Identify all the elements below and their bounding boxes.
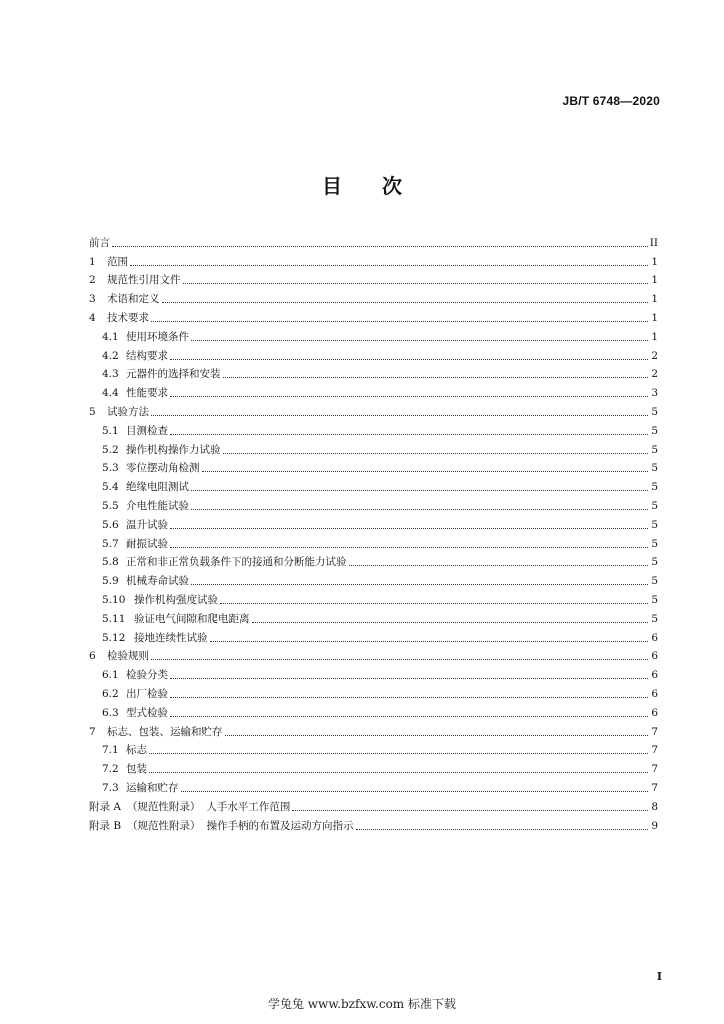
- table-of-contents: [89, 231, 658, 833]
- toc-page-number: 1: [651, 311, 658, 324]
- dot-leader: [170, 696, 648, 698]
- toc-entry-5-11[interactable]: [89, 607, 658, 626]
- dot-leader: [170, 395, 648, 397]
- dot-leader: [151, 414, 648, 416]
- toc-number: 7.1: [102, 744, 119, 757]
- toc-label: 性能要求: [126, 387, 168, 400]
- dot-leader: [170, 546, 648, 548]
- toc-entry-5-12[interactable]: [89, 626, 658, 645]
- toc-entry-4-4[interactable]: [89, 381, 658, 400]
- toc-label: 范围: [107, 255, 128, 268]
- toc-entry-2[interactable]: [89, 269, 658, 288]
- toc-page-number: 2: [651, 349, 658, 362]
- toc-label: 耐振试验: [126, 537, 168, 550]
- toc-label: 操作机构操作力试验: [126, 443, 221, 456]
- toc-label: 术语和定义: [107, 293, 160, 306]
- toc-page-number: 5: [651, 537, 658, 550]
- dot-leader: [170, 358, 648, 360]
- toc-label: 技术要求: [107, 311, 149, 324]
- toc-number: 6.3: [102, 706, 119, 719]
- dot-leader: [191, 489, 648, 491]
- toc-number: 5: [89, 405, 96, 418]
- toc-number: 4.2: [102, 349, 119, 362]
- dot-leader: [191, 508, 648, 510]
- toc-entry-7[interactable]: [89, 720, 658, 739]
- dot-leader: [210, 640, 649, 642]
- toc-label: 机械寿命试验: [126, 575, 189, 588]
- toc-entry-5-5[interactable]: [89, 494, 658, 513]
- dot-leader: [151, 658, 648, 660]
- toc-entry-6-1[interactable]: [89, 663, 658, 682]
- dot-leader: [170, 715, 648, 717]
- toc-page-number: 5: [651, 612, 658, 625]
- toc-label: 包装: [126, 763, 147, 776]
- toc-label: 结构要求: [126, 349, 168, 362]
- toc-number: 7.2: [102, 763, 119, 776]
- toc-page-number: 2: [651, 368, 658, 381]
- toc-page-number: 1: [651, 330, 658, 343]
- toc-entry-5-10[interactable]: [89, 588, 658, 607]
- toc-number: 2: [89, 274, 96, 287]
- toc-entry-4-2[interactable]: [89, 344, 658, 363]
- toc-label: 检验分类: [126, 669, 168, 682]
- dot-leader: [356, 828, 648, 830]
- toc-label: 人手水平工作范围: [206, 800, 291, 813]
- toc-number: 5.12: [102, 631, 126, 644]
- toc-entry-7-3[interactable]: [89, 776, 658, 795]
- dot-leader: [183, 282, 649, 284]
- dot-leader: [202, 470, 649, 472]
- dot-leader: [220, 602, 648, 604]
- toc-page-number: 5: [651, 462, 658, 475]
- toc-page-number: 1: [651, 255, 658, 268]
- toc-page-number: 5: [651, 424, 658, 437]
- toc-number: 4.1: [102, 330, 119, 343]
- dot-leader: [252, 621, 649, 623]
- toc-label: 型式检验: [126, 706, 168, 719]
- dot-leader: [149, 752, 648, 754]
- toc-page-number: 6: [651, 631, 658, 644]
- dot-leader: [151, 320, 648, 322]
- toc-number: 5.5: [102, 499, 119, 512]
- dot-leader: [170, 677, 648, 679]
- dot-leader: [349, 564, 649, 566]
- toc-entry-5-2[interactable]: [89, 438, 658, 457]
- toc-label: 元器件的选择和安装: [126, 368, 221, 381]
- toc-entry-5-1[interactable]: [89, 419, 658, 438]
- toc-number: 6.1: [102, 669, 119, 682]
- dot-leader: [170, 527, 648, 529]
- toc-number: 5.9: [102, 575, 119, 588]
- toc-number: 5.1: [102, 424, 119, 437]
- toc-number: 5.6: [102, 518, 119, 531]
- toc-label: 出厂检验: [126, 687, 168, 700]
- toc-label: 零位摆动角检测: [126, 462, 200, 475]
- toc-page-number: 5: [651, 575, 658, 588]
- toc-label: 试验方法: [107, 405, 149, 418]
- toc-entry-3[interactable]: [89, 287, 658, 306]
- toc-label: 运输和贮存: [126, 781, 179, 794]
- toc-page-number: 6: [651, 687, 658, 700]
- toc-page-number: 5: [651, 518, 658, 531]
- dot-leader: [292, 809, 648, 811]
- toc-number: 4.3: [102, 368, 119, 381]
- toc-number: 4: [89, 311, 96, 324]
- toc-entry-6-2[interactable]: [89, 682, 658, 701]
- toc-entry-preface[interactable]: [89, 231, 658, 250]
- toc-page-number: 7: [651, 725, 658, 738]
- toc-number: 5.11: [102, 612, 126, 625]
- dot-leader: [181, 790, 649, 792]
- toc-label: 标志: [126, 744, 147, 757]
- toc-entry-7-1[interactable]: [89, 739, 658, 758]
- toc-label: 操作手柄的布置及运动方向指示: [206, 819, 354, 832]
- toc-page-number: 5: [651, 556, 658, 569]
- toc-number: 3: [89, 293, 96, 306]
- dot-leader: [112, 245, 648, 247]
- dot-leader: [223, 376, 649, 378]
- toc-label: 检验规则: [107, 650, 149, 663]
- toc-entry-5-7[interactable]: [89, 532, 658, 551]
- toc-entry-annex-a[interactable]: [89, 795, 658, 814]
- annex-type: （规范性附录）: [127, 819, 201, 832]
- toc-number: 5.8: [102, 556, 119, 569]
- annex-type: （规范性附录）: [126, 800, 201, 813]
- toc-entry-6-3[interactable]: [89, 701, 658, 720]
- toc-entry-5-6[interactable]: [89, 513, 658, 532]
- watermark-text: 学兔兔 www.bzfxw.com 标准下载: [267, 997, 457, 1011]
- dot-leader: [149, 771, 648, 773]
- toc-number: 5.3: [102, 462, 119, 475]
- toc-page-number: 5: [651, 499, 658, 512]
- toc-number: 6.2: [102, 687, 119, 700]
- toc-label: 介电性能试验: [126, 499, 189, 512]
- toc-label: 规范性引用文件: [107, 274, 181, 287]
- toc-entry-4-3[interactable]: [89, 363, 658, 382]
- toc-label: 前言: [89, 236, 110, 249]
- toc-label: 接地连续性试验: [134, 631, 208, 644]
- toc-number: 7: [89, 725, 96, 738]
- annex-prefix: 附录 B: [89, 819, 122, 832]
- title-part-1: 目: [322, 174, 342, 198]
- toc-page-number: 5: [651, 593, 658, 606]
- dot-leader: [223, 452, 649, 454]
- toc-entry-1[interactable]: [89, 250, 658, 269]
- toc-page-number: 8: [651, 800, 658, 813]
- toc-page-number: 1: [651, 293, 658, 306]
- dot-leader: [162, 301, 649, 303]
- toc-label: 操作机构强度试验: [134, 593, 218, 606]
- page-title: [0, 170, 724, 199]
- toc-number: 5.2: [102, 443, 119, 456]
- toc-page-number: 6: [651, 706, 658, 719]
- standard-code: JB/T 6748—2020: [562, 94, 660, 108]
- toc-label: 绝缘电阻测试: [126, 481, 189, 494]
- toc-number: 5.4: [102, 481, 119, 494]
- dot-leader: [225, 734, 649, 736]
- toc-page-number: 6: [651, 669, 658, 682]
- toc-entry-5-3[interactable]: [89, 457, 658, 476]
- toc-page-number: 1: [651, 274, 658, 287]
- toc-page-number: 3: [651, 387, 658, 400]
- toc-entry-4[interactable]: [89, 306, 658, 325]
- toc-entry-5[interactable]: [89, 400, 658, 419]
- title-part-2: 次: [382, 174, 402, 198]
- toc-number: 5.10: [102, 593, 126, 606]
- toc-label: 温升试验: [126, 518, 168, 531]
- toc-entry-5-4[interactable]: [89, 475, 658, 494]
- toc-entry-5-8[interactable]: [89, 551, 658, 570]
- toc-page-number: 5: [651, 481, 658, 494]
- toc-page-number: II: [649, 236, 658, 249]
- toc-page-number: 5: [651, 405, 658, 418]
- dot-leader: [191, 339, 648, 341]
- toc-page-number: 5: [651, 443, 658, 456]
- footer-page-number: I: [656, 970, 662, 983]
- dot-leader: [170, 433, 648, 435]
- toc-label: 使用环境条件: [126, 330, 189, 343]
- toc-label: 标志、包装、运输和贮存: [107, 725, 223, 738]
- toc-label: 目测检查: [126, 424, 168, 437]
- toc-page-number: 7: [651, 763, 658, 776]
- toc-label: 验证电气间隙和爬电距离: [134, 612, 250, 625]
- toc-entry-4-1[interactable]: [89, 325, 658, 344]
- toc-page-number: 7: [651, 781, 658, 794]
- toc-number: 7.3: [102, 781, 119, 794]
- toc-page-number: 7: [651, 744, 658, 757]
- toc-entry-6[interactable]: [89, 645, 658, 664]
- toc-entry-annex-b[interactable]: [89, 814, 658, 833]
- toc-number: 4.4: [102, 387, 119, 400]
- toc-number: 6: [89, 650, 96, 663]
- toc-label: 正常和非正常负载条件下的接通和分断能力试验: [126, 556, 347, 569]
- toc-number: 5.7: [102, 537, 119, 550]
- toc-page-number: 6: [651, 650, 658, 663]
- toc-entry-5-9[interactable]: [89, 569, 658, 588]
- toc-page-number: 9: [651, 819, 658, 832]
- dot-leader: [130, 264, 648, 266]
- dot-leader: [191, 583, 648, 585]
- toc-entry-7-2[interactable]: [89, 757, 658, 776]
- toc-number: 1: [89, 255, 96, 268]
- annex-prefix: 附录 A: [89, 800, 121, 813]
